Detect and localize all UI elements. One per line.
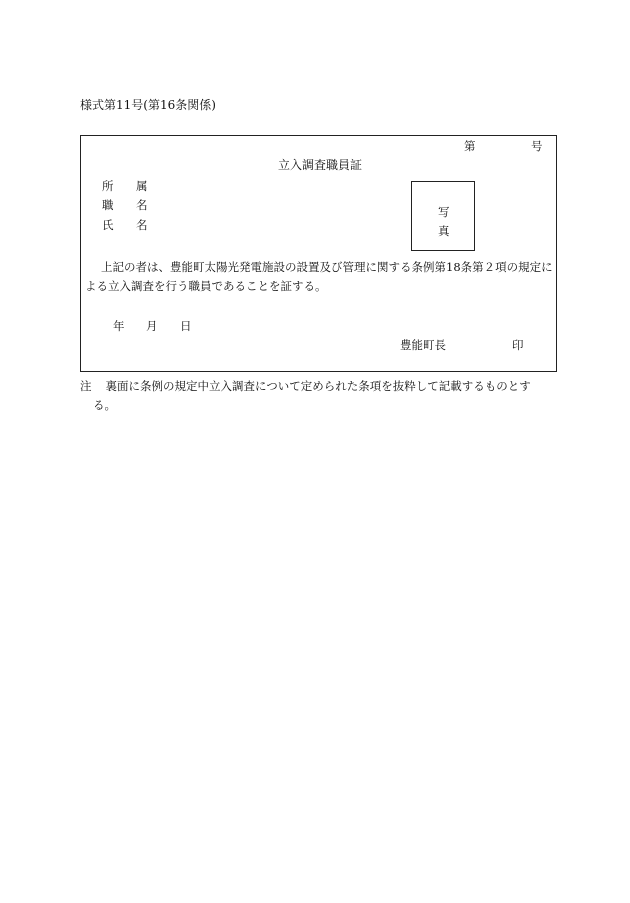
note-line-2: る。 [93,398,116,412]
card-title: 立入調査職員証 [278,158,363,172]
issuer-name: 豊能町長 [400,338,446,352]
card-number-prefix: 第 [464,139,476,153]
seal-mark: 印 [512,338,524,352]
photo-label-2: 真 [438,224,450,238]
field-position-label-b: 名 [136,198,148,212]
field-position-label-a: 職 [102,198,114,212]
certification-text [85,258,555,296]
certification-line-1: 上記の者は、豊能町太陽光発電施設の設置及び管理に関する条例第18条第２項の規定に [101,260,553,274]
field-affiliation-label-a: 所 [102,179,114,193]
date-year: 年 [113,319,125,333]
date-day: 日 [180,319,192,333]
field-name-label-b: 名 [136,218,148,232]
certification-line-2: よる立入調査を行う職員であることを証する。 [85,279,327,293]
note [80,377,560,415]
form-title: 様式第11号(第16条関係) [80,98,216,112]
inspector-id-card [80,135,557,372]
photo-placeholder [411,181,475,251]
date-month: 月 [146,319,158,333]
note-mark: 注 [80,379,92,393]
photo-label-1: 写 [438,205,450,219]
field-affiliation-label-b: 属 [136,179,148,193]
field-name-label-a: 氏 [102,218,114,232]
note-line-1: 裏面に条例の規定中立入調査について定められた条項を抜粋して記載するものとす [105,379,531,393]
card-number-suffix: 号 [531,139,543,153]
